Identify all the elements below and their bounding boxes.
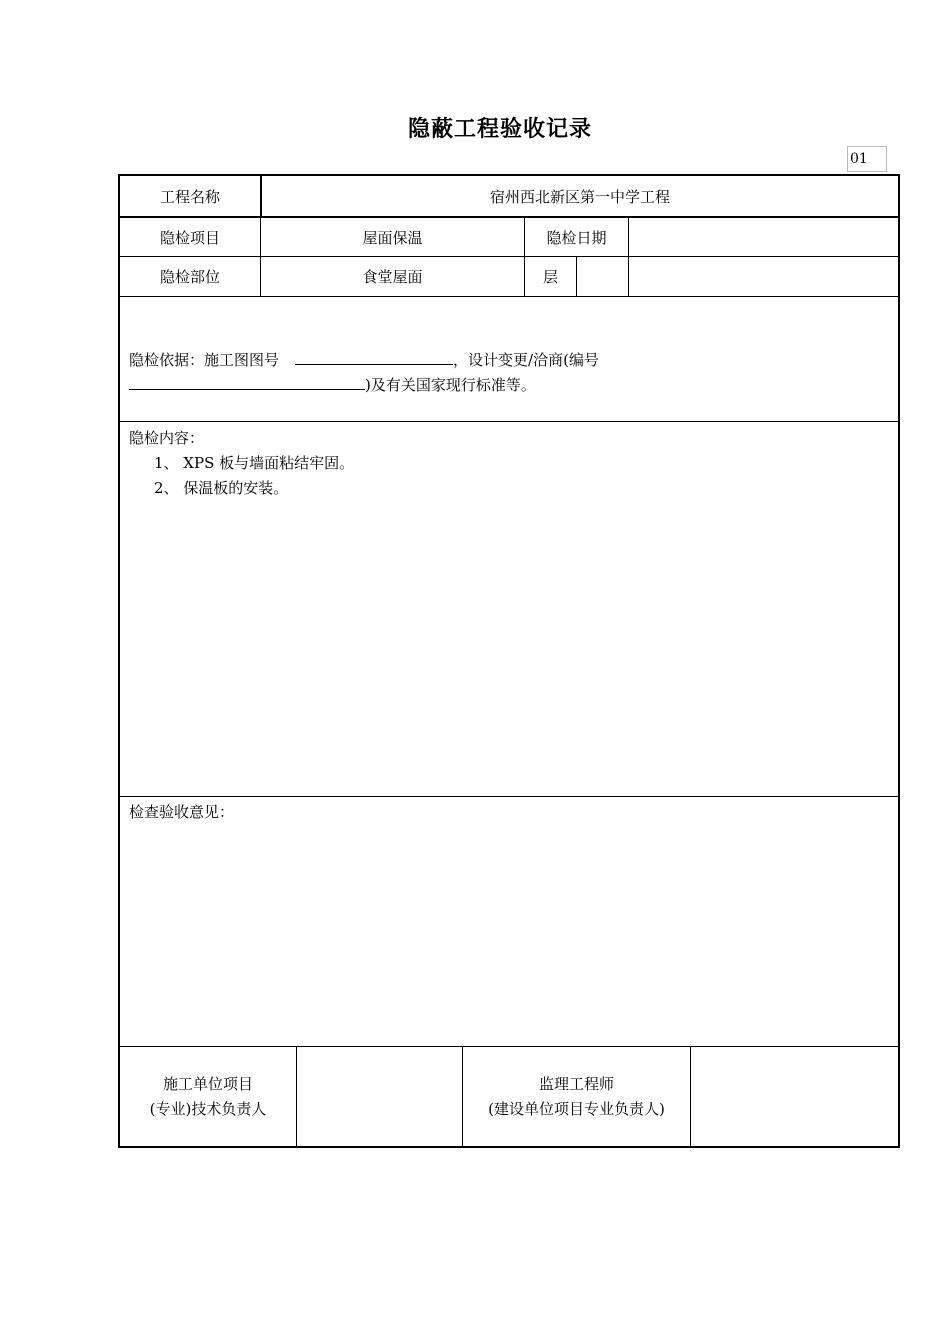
basis-line-1 (129, 348, 889, 373)
basis-suffix: )及有关国家现行标准等。 (365, 376, 536, 394)
serial-number-box: 01 (847, 146, 887, 172)
contractor-line-2: (专业)技术负责人 (149, 1099, 267, 1118)
inspection-item-value: 屋面保温 (362, 228, 423, 247)
acceptance-record-table (118, 174, 900, 1148)
project-name-value: 宿州西北新区第一中学工程 (489, 187, 670, 206)
inspection-date-value[interactable] (629, 218, 898, 256)
content-label: 隐检内容： (129, 429, 205, 447)
contractor-signature-box[interactable] (297, 1047, 462, 1146)
supervisor-signatory-label (463, 1047, 690, 1146)
contractor-signatory-label (120, 1047, 296, 1146)
contractor-line-1: 施工单位项目 (162, 1074, 253, 1093)
basis-line-2 (129, 373, 889, 398)
project-name-label: 工程名称 (159, 187, 220, 206)
row-divider (120, 796, 898, 797)
floor-value[interactable] (577, 257, 628, 296)
basis-prefix: 隐检依据：施工图图号 (129, 351, 280, 369)
inspection-location-label: 隐检部位 (159, 268, 220, 286)
floor-label: 层 (542, 268, 558, 286)
inspection-date-label: 隐检日期 (546, 228, 607, 247)
document-title: 隐蔽工程验收记录 (407, 117, 592, 142)
drawing-number-blank[interactable] (295, 350, 453, 365)
row-divider (120, 296, 898, 297)
inspection-item-label: 隐检项目 (159, 228, 220, 247)
change-number-blank[interactable] (129, 375, 365, 390)
content-item: 1、 XPS 板与墙面粘结牢固。 (154, 454, 355, 472)
basis-middle: ，设计变更/洽商(编号 (453, 351, 599, 369)
content-item: 2、 保温板的安装。 (154, 479, 289, 497)
row-divider (120, 421, 898, 422)
supervisor-line-2: (建设单位项目专业负责人) (488, 1099, 665, 1118)
inspection-content (129, 426, 889, 506)
supervisor-signature-box[interactable] (691, 1047, 898, 1146)
supervisor-line-1: 监理工程师 (538, 1074, 614, 1093)
acceptance-opinion-label: 检查验收意见： (129, 803, 235, 821)
inspection-location-value: 食堂屋面 (362, 268, 423, 286)
location-extra-cell[interactable] (629, 257, 898, 296)
inspection-basis (129, 348, 889, 408)
